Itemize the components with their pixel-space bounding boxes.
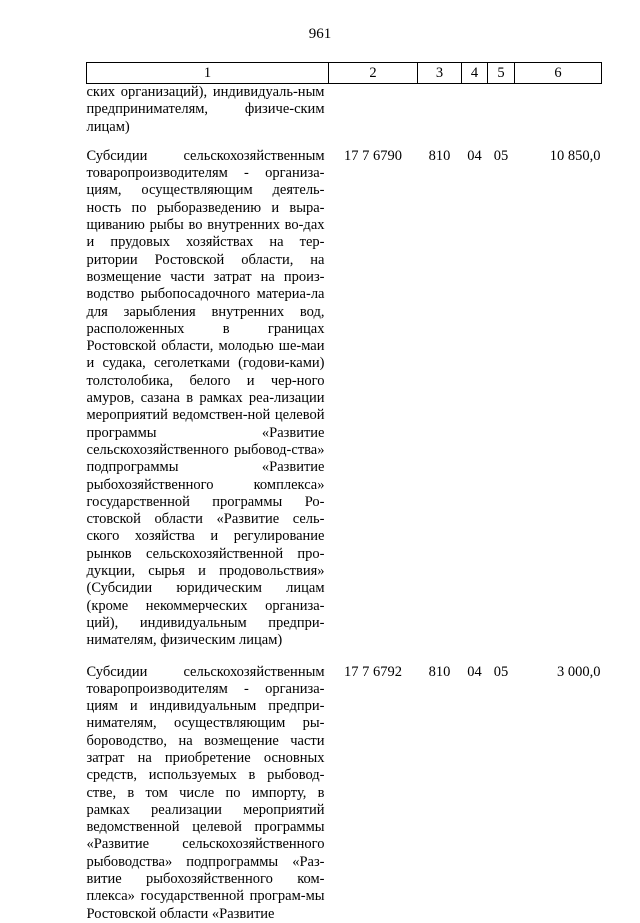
header-col-4: 4 <box>462 63 488 84</box>
header-row <box>87 63 602 84</box>
header-col-3: 3 <box>418 63 462 84</box>
row-expense-type: 810 <box>428 147 451 164</box>
row-amount: 3 000,0 <box>557 663 601 680</box>
row-description: Субсидии сельскохозяйственным товаропроизводителям - организа-циям и индивидуальным предпри-нимателям, осуществляющим ры-бороводство, на возмещение части затрат на приобретение основных средств, используемых в рыбовод-стве, в том числе по импорту, в рамках реализации мероприятий ведомственной целевой программы «Развитие сельскохозяйственного рыбоводства» подпрограммы «Раз-витие рыбохозяйственного ком-плекса» государственной програм-мы Ростовской области «Развитие <box>86 663 325 922</box>
header-col-1: 1 <box>87 63 329 84</box>
empty-cell <box>462 84 488 148</box>
row-target-code: 17 7 6792 <box>344 663 402 680</box>
row-section: 04 <box>467 663 482 680</box>
row-subsection: 05 <box>493 147 509 164</box>
row-expense-type: 810 <box>428 663 451 680</box>
header-col-5: 5 <box>488 63 515 84</box>
row-section: 04 <box>467 147 482 164</box>
empty-cell <box>515 84 602 148</box>
row-target-code: 17 7 6790 <box>344 147 402 164</box>
budget-table <box>86 62 602 923</box>
row-subsection: 05 <box>493 663 509 680</box>
table-row-continuation <box>87 84 602 148</box>
table-row <box>87 148 602 664</box>
empty-cell <box>488 84 515 148</box>
row-amount: 10 850,0 <box>549 147 601 164</box>
table-row <box>87 664 602 923</box>
header-col-6: 6 <box>515 63 602 84</box>
header-col-2: 2 <box>329 63 418 84</box>
table-body <box>87 84 602 923</box>
empty-cell <box>418 84 462 148</box>
table-header <box>87 63 602 84</box>
empty-cell <box>329 84 418 148</box>
page-number: 961 <box>308 26 332 42</box>
row-description: Субсидии сельскохозяйственным товаропроизводителям - организа-циям, осуществляющим деятель-ность по рыборазведению и выра-щиванию рыбы во внутренних во-дах и прудовых хозяйствах на тер-ритории Ростовской области, на возмещение части затрат на произ-водство рыбопосадочного материа-ла для зарыбления внутренних вод, расположенных в границах Ростовской области, молодью ше-маи и судака, сеголетками (годови-ками) толстолобика, белого и чер-ного амуров, сазана в рамках реа-лизации мероприятий ведомствен-ной целевой программы «Развитие сельскохозяйственного рыбовод-ства» подпрограммы «Развитие рыбохозяйственного комплекса» государственной программы Ро-стовской области «Развитие сель-ского хозяйства и регулирование рынков сельскохозяйственной про-дукции, сырья и продовольствия» (Субсидии юридическим лицам (кроме некоммерческих организа-ций), индивидуальным предпри-нимателям, физическим лицам) <box>86 147 325 649</box>
continuation-text: ских организаций), индивидуаль-ным предпринимателям, физиче-ским лицам) <box>86 84 325 135</box>
